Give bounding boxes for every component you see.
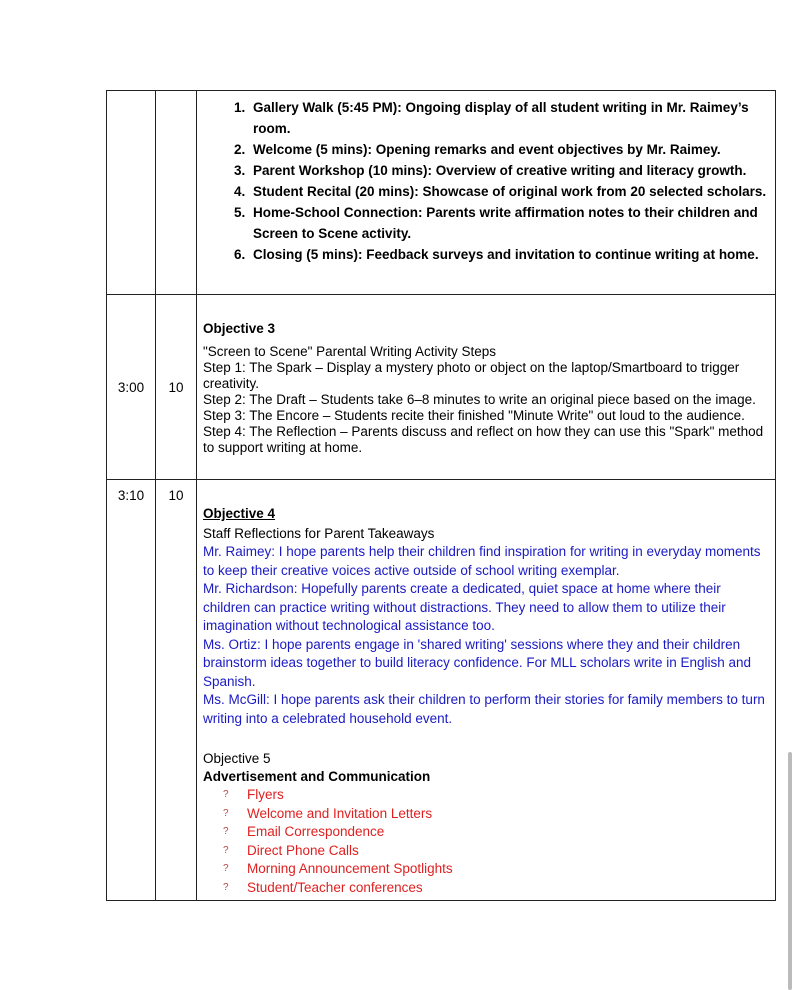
minutes-cell: 10 [156, 295, 197, 480]
list-item [223, 823, 769, 842]
missing-glyph-icon: ? [223, 844, 229, 856]
channel-label: Direct Phone Calls [247, 842, 359, 858]
list-item [223, 879, 769, 898]
minutes-cell [156, 91, 197, 295]
objective-3-cell [197, 295, 776, 480]
channel-label: Flyers [247, 787, 284, 802]
agenda-cell [197, 91, 776, 295]
list-item [223, 805, 769, 824]
missing-glyph-icon: ? [223, 863, 229, 874]
objective-4-cell [197, 480, 776, 901]
minutes-cell: 10 [156, 480, 197, 901]
step: Step 3: The Encore – Students recite their finished "Minute Write" out loud to the audience. [203, 408, 745, 423]
channel-label: Email Correspondence [247, 824, 385, 839]
list-item: 4. Student Recital (20 mins): Showcase of original work from 20 selected scholars. [249, 181, 775, 202]
agenda-list [197, 97, 775, 265]
missing-glyph-icon: ? [223, 789, 229, 800]
list-item: 5. Home-School Connection: Parents write affirmation notes to their children and Screen to Scene activity. [249, 202, 775, 244]
staff-reflection: Ms. McGill: I hope parents ask their children to perform their stories for family members to turn writing into a celebrated household event. [203, 692, 765, 726]
objective-heading: Objective 4 [203, 506, 276, 521]
time-cell: 3:00 [107, 295, 156, 480]
time-cell: 3:10 [107, 480, 156, 901]
staff-reflection: Mr. Raimey: I hope parents help their children find inspiration for writing in everyday moments to keep their creative voices active outside of school writing exemplar. [203, 544, 761, 578]
activity-title: "Screen to Scene" Parental Writing Activity Steps [203, 344, 496, 359]
table-row [107, 91, 776, 295]
list-item: 2. Welcome (5 mins): Opening remarks and event objectives by Mr. Raimey. [249, 139, 775, 160]
channel-label: Morning Announcement Spotlights [247, 861, 453, 876]
lesson-plan-table [106, 90, 776, 901]
staff-reflection: Ms. Ortiz: I hope parents engage in 'shared writing' sessions where they and their children brainstorm ideas together to build literacy confidence. For MLL scholars write in English and Spanish. [203, 636, 752, 689]
list-item [223, 860, 769, 879]
staff-reflection: Mr. Richardson: Hopefully parents create a dedicated, quiet space at home where their children can practice writing without distractions. They need to allow them to utilize their imagination without technological assistance too. [203, 581, 726, 633]
objective-heading: Objective 3 [203, 321, 276, 336]
missing-glyph-icon: ? [223, 807, 229, 819]
list-item: 3. Parent Workshop (10 mins): Overview of creative writing and literacy growth. [249, 160, 775, 181]
reflections-title: Staff Reflections for Parent Takeaways [203, 526, 435, 541]
step: Step 1: The Spark – Display a mystery photo or object on the laptop/Smartboard to trigger creativity. [203, 360, 740, 391]
step: Step 2: The Draft – Students take 6–8 minutes to write an original piece based on the image. [203, 392, 756, 407]
channel-list [203, 786, 769, 897]
objective-5-title: Advertisement and Communication [203, 769, 431, 784]
missing-glyph-icon: ? [223, 826, 229, 837]
vertical-scrollbar[interactable] [788, 752, 792, 990]
channel-label: Student/Teacher conferences [247, 879, 423, 895]
missing-glyph-icon: ? [223, 881, 229, 893]
list-item [223, 786, 769, 805]
objective-5-label: Objective 5 [203, 751, 271, 766]
time-cell [107, 91, 156, 295]
list-item: 1. Gallery Walk (5:45 PM): Ongoing display of all student writing in Mr. Raimey’s room. [249, 97, 775, 139]
channel-label: Welcome and Invitation Letters [247, 805, 433, 821]
table-row [107, 295, 776, 480]
list-item: 6. Closing (5 mins): Feedback surveys and invitation to continue writing at home. [249, 244, 775, 265]
list-item [223, 842, 769, 861]
step: Step 4: The Reflection – Parents discuss and reflect on how they can use this "Spark" method to support writing at home. [203, 424, 764, 455]
table-row [107, 480, 776, 901]
